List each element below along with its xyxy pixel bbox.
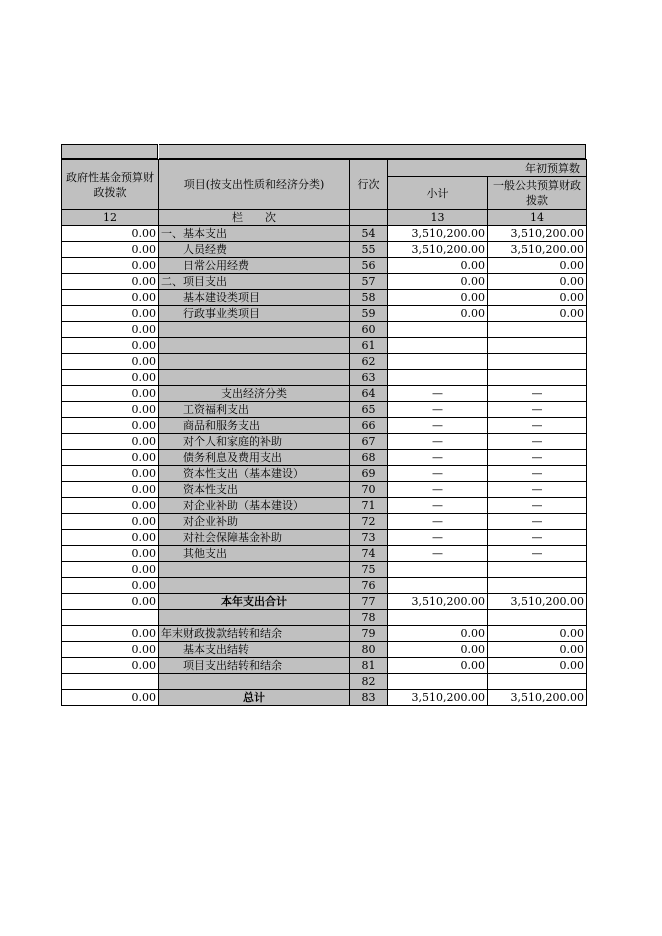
subtotal-cell: — [388, 498, 488, 514]
col-row-header: 行次 [350, 160, 388, 210]
item-name-cell: 日常公用经费 [159, 258, 350, 274]
item-name-cell: 项目支出结转和结余 [159, 658, 350, 674]
col-item-header: 项目(按支出性质和经济分类) [159, 160, 350, 210]
general-budget-cell: 3,510,200.00 [488, 242, 587, 258]
subtotal-cell: 3,510,200.00 [388, 690, 488, 706]
row-number-cell: 59 [350, 306, 388, 322]
subtotal-cell: 3,510,200.00 [388, 226, 488, 242]
table-row [62, 450, 587, 466]
general-budget-cell [488, 610, 587, 626]
item-name-cell: 本年支出合计 [159, 594, 350, 610]
subtotal-cell [388, 338, 488, 354]
fund-amount-cell: 0.00 [62, 306, 159, 322]
item-name-cell: 对社会保障基金补助 [159, 530, 350, 546]
row-number-cell: 81 [350, 658, 388, 674]
fund-amount-cell: 0.00 [62, 338, 159, 354]
table-row [62, 594, 587, 610]
table-row [62, 562, 587, 578]
row-number-cell: 66 [350, 418, 388, 434]
general-budget-cell [488, 338, 587, 354]
fund-amount-cell: 0.00 [62, 530, 159, 546]
item-name-cell [159, 578, 350, 594]
row-number-cell: 71 [350, 498, 388, 514]
fund-amount-cell: 0.00 [62, 498, 159, 514]
table-row [62, 242, 587, 258]
item-name-cell: 一、基本支出 [159, 226, 350, 242]
fund-amount-cell: 0.00 [62, 690, 159, 706]
table-row [62, 546, 587, 562]
subtotal-cell: 3,510,200.00 [388, 242, 488, 258]
table-row [62, 690, 587, 706]
subtotal-cell: 3,510,200.00 [388, 594, 488, 610]
subtotal-cell: — [388, 434, 488, 450]
general-budget-cell: — [488, 482, 587, 498]
fund-amount-cell: 0.00 [62, 546, 159, 562]
row-number-cell: 75 [350, 562, 388, 578]
row-number-cell: 57 [350, 274, 388, 290]
row-number-cell: 56 [350, 258, 388, 274]
row-number-cell: 69 [350, 466, 388, 482]
fund-amount-cell [62, 610, 159, 626]
fund-amount-cell: 0.00 [62, 354, 159, 370]
table-row [62, 466, 587, 482]
item-name-cell [159, 322, 350, 338]
row-number-cell: 55 [350, 242, 388, 258]
item-name-cell: 对个人和家庭的补助 [159, 434, 350, 450]
row-number-cell: 83 [350, 690, 388, 706]
row-number-cell: 77 [350, 594, 388, 610]
table-row [62, 290, 587, 306]
subtotal-header: 小计 [388, 177, 488, 210]
row-number-cell: 62 [350, 354, 388, 370]
table-row [62, 258, 587, 274]
row-number-cell: 79 [350, 626, 388, 642]
row-number-cell: 54 [350, 226, 388, 242]
fund-amount-cell: 0.00 [62, 514, 159, 530]
fund-amount-cell: 0.00 [62, 658, 159, 674]
table-row [62, 370, 587, 386]
subtotal-cell: — [388, 530, 488, 546]
item-name-cell: 人员经费 [159, 242, 350, 258]
subtotal-cell: — [388, 418, 488, 434]
subtotal-cell [388, 354, 488, 370]
item-name-cell: 行政事业类项目 [159, 306, 350, 322]
general-budget-cell [488, 370, 587, 386]
fund-amount-cell: 0.00 [62, 290, 159, 306]
general-budget-cell [488, 562, 587, 578]
row-number-cell: 63 [350, 370, 388, 386]
item-name-cell: 资本性支出（基本建设） [159, 466, 350, 482]
subtotal-cell [388, 370, 488, 386]
subtotal-cell: — [388, 546, 488, 562]
row-number-cell: 60 [350, 322, 388, 338]
item-name-cell: 总计 [159, 690, 350, 706]
general-budget-cell [488, 674, 587, 690]
budget-table-sheet [61, 144, 586, 727]
subtotal-cell [388, 322, 488, 338]
general-budget-cell: 0.00 [488, 306, 587, 322]
general-budget-cell: 3,510,200.00 [488, 594, 587, 610]
row-number-cell: 80 [350, 642, 388, 658]
general-budget-cell: 0.00 [488, 626, 587, 642]
row-number-cell: 76 [350, 578, 388, 594]
subtotal-cell: — [388, 482, 488, 498]
table-row [62, 642, 587, 658]
fund-amount-cell: 0.00 [62, 642, 159, 658]
general-budget-cell: 0.00 [488, 290, 587, 306]
table-row [62, 626, 587, 642]
subtotal-cell: 0.00 [388, 274, 488, 290]
row-number-cell: 58 [350, 290, 388, 306]
table-row [62, 226, 587, 242]
item-name-cell: 二、项目支出 [159, 274, 350, 290]
general-budget-cell: — [488, 530, 587, 546]
row-number-cell: 67 [350, 434, 388, 450]
row-number-cell: 73 [350, 530, 388, 546]
table-row [62, 514, 587, 530]
top-bar-right [159, 144, 586, 159]
table-row [62, 418, 587, 434]
col-fund-header: 政府性基金预算财政拨款 [62, 160, 159, 210]
item-name-cell: 基本支出结转 [159, 642, 350, 658]
general-budget-cell: — [488, 418, 587, 434]
fund-amount-cell: 0.00 [62, 242, 159, 258]
subtotal-cell: — [388, 402, 488, 418]
item-name-cell [159, 370, 350, 386]
fund-amount-cell: 0.00 [62, 226, 159, 242]
general-budget-cell: — [488, 546, 587, 562]
table-row [62, 658, 587, 674]
fund-amount-cell: 0.00 [62, 578, 159, 594]
item-name-cell: 资本性支出 [159, 482, 350, 498]
fund-amount-cell: 0.00 [62, 626, 159, 642]
col-no-13: 13 [388, 210, 488, 226]
item-name-cell [159, 562, 350, 578]
general-budget-cell: — [488, 514, 587, 530]
fund-amount-cell: 0.00 [62, 386, 159, 402]
fund-amount-cell: 0.00 [62, 482, 159, 498]
table-row [62, 674, 587, 690]
table-row [62, 610, 587, 626]
fund-amount-cell: 0.00 [62, 370, 159, 386]
general-budget-cell: — [488, 386, 587, 402]
subtotal-cell: 0.00 [388, 626, 488, 642]
subtotal-cell: 0.00 [388, 658, 488, 674]
fund-amount-cell: 0.00 [62, 274, 159, 290]
col-no-12: 12 [62, 210, 159, 226]
item-name-cell [159, 610, 350, 626]
fund-amount-cell: 0.00 [62, 258, 159, 274]
table-row [62, 434, 587, 450]
row-number-cell: 78 [350, 610, 388, 626]
general-budget-header: 一般公共预算财政拨款 [488, 177, 587, 210]
table-row [62, 306, 587, 322]
item-name-cell: 商品和服务支出 [159, 418, 350, 434]
col-no-14: 14 [488, 210, 587, 226]
general-budget-cell: 0.00 [488, 258, 587, 274]
table-row [62, 274, 587, 290]
item-name-cell: 工资福利支出 [159, 402, 350, 418]
general-budget-cell: 0.00 [488, 274, 587, 290]
subtotal-cell: — [388, 466, 488, 482]
subtotal-cell [388, 578, 488, 594]
fund-amount-cell: 0.00 [62, 594, 159, 610]
fund-amount-cell: 0.00 [62, 562, 159, 578]
table-row [62, 578, 587, 594]
fund-amount-cell: 0.00 [62, 402, 159, 418]
item-name-cell: 年末财政拨款结转和结余 [159, 626, 350, 642]
fund-amount-cell: 0.00 [62, 434, 159, 450]
fund-amount-cell: 0.00 [62, 418, 159, 434]
table-row [62, 338, 587, 354]
row-number-cell: 64 [350, 386, 388, 402]
table-row [62, 402, 587, 418]
budget-group-header: 年初预算数 [388, 160, 587, 177]
subtotal-cell [388, 610, 488, 626]
subtotal-cell: 0.00 [388, 258, 488, 274]
item-name-cell: 债务利息及费用支出 [159, 450, 350, 466]
general-budget-cell: — [488, 402, 587, 418]
general-budget-cell: 3,510,200.00 [488, 690, 587, 706]
table-row [62, 482, 587, 498]
item-name-cell: 对企业补助 [159, 514, 350, 530]
row-number-cell: 74 [350, 546, 388, 562]
general-budget-cell: — [488, 450, 587, 466]
general-budget-cell: — [488, 466, 587, 482]
general-budget-cell [488, 578, 587, 594]
subtotal-cell: — [388, 386, 488, 402]
general-budget-cell: — [488, 498, 587, 514]
general-budget-cell: 0.00 [488, 642, 587, 658]
general-budget-cell: 3,510,200.00 [488, 226, 587, 242]
row-number-cell: 72 [350, 514, 388, 530]
general-budget-cell: 0.00 [488, 658, 587, 674]
table-row [62, 322, 587, 338]
subtotal-cell: 0.00 [388, 306, 488, 322]
row-number-cell: 70 [350, 482, 388, 498]
general-budget-cell [488, 322, 587, 338]
general-budget-cell [488, 354, 587, 370]
table-row [62, 498, 587, 514]
row-number-cell: 61 [350, 338, 388, 354]
item-name-cell: 对企业补助（基本建设） [159, 498, 350, 514]
lanci-label: 栏 次 [159, 210, 350, 226]
col-no-blank [350, 210, 388, 226]
item-name-cell [159, 338, 350, 354]
fund-amount-cell [62, 674, 159, 690]
fund-amount-cell: 0.00 [62, 450, 159, 466]
item-name-cell: 基本建设类项目 [159, 290, 350, 306]
fund-amount-cell: 0.00 [62, 322, 159, 338]
subtotal-cell [388, 562, 488, 578]
row-number-cell: 68 [350, 450, 388, 466]
expenditure-table [61, 159, 587, 706]
table-row [62, 530, 587, 546]
subtotal-cell: 0.00 [388, 642, 488, 658]
table-row [62, 354, 587, 370]
item-name-cell: 其他支出 [159, 546, 350, 562]
item-name-cell [159, 674, 350, 690]
row-number-cell: 65 [350, 402, 388, 418]
fund-amount-cell: 0.00 [62, 466, 159, 482]
row-number-cell: 82 [350, 674, 388, 690]
subtotal-cell: — [388, 450, 488, 466]
item-name-cell: 支出经济分类 [159, 386, 350, 402]
general-budget-cell: — [488, 434, 587, 450]
top-bar-left [61, 144, 158, 159]
table-row [62, 386, 587, 402]
subtotal-cell: 0.00 [388, 290, 488, 306]
subtotal-cell [388, 674, 488, 690]
subtotal-cell: — [388, 514, 488, 530]
item-name-cell [159, 354, 350, 370]
